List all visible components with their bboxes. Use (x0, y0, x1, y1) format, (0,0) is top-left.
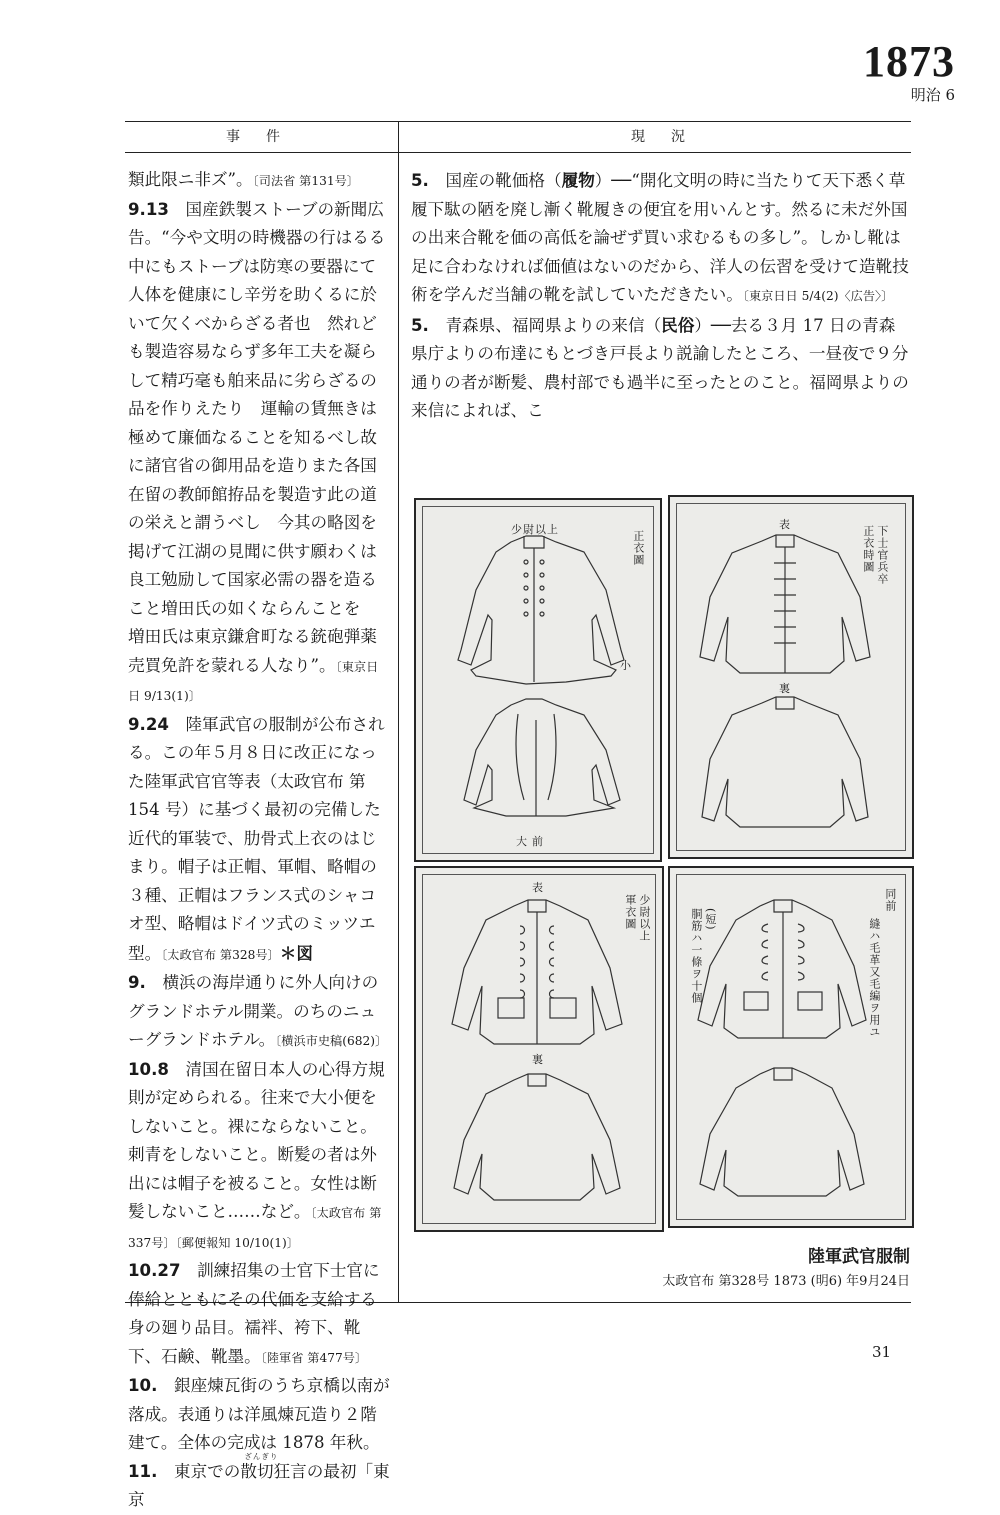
entry-date: 9.13 (128, 199, 169, 219)
figure-caption-title: 陸軍武官服制 (808, 1247, 910, 1267)
source-citation: 〔太政官布 第328号〕 (161, 947, 280, 962)
entry (128, 1372, 390, 1458)
entry (128, 196, 390, 711)
entry-text: 東京での (157, 1461, 241, 1481)
entry-text: 横浜の海岸通りに外人向けのグランドホテル開業。のちのニューグランドホテル。 (128, 973, 379, 1049)
column-header-left: 事件 (226, 129, 306, 145)
uniform-plate-3: 少尉以上 軍衣圖 表 裏 (414, 866, 664, 1232)
page-number: 31 (872, 1343, 892, 1361)
uniform-plate-2: 下士官兵卒 正衣時圖 表 裏 (668, 495, 914, 859)
entry (128, 711, 390, 970)
ruby-reading: ざんぎり (244, 1451, 279, 1461)
officer-dress-jacket-drawing (416, 500, 660, 860)
entry-text: 陸軍武官の服制が公布される。この年５月８日に改正になった陸軍武官官等表（太政官布 第 154 号）に基づく最初の完備した近代的軍装で、肋骨式上衣のはじまり。帽子は正帽、軍帽、略帽の３種、正帽はフランス式のシャコオ型、略帽はドイツ式のミッツエ型。 (128, 714, 385, 963)
right-column (411, 166, 911, 426)
left-column (128, 166, 390, 1515)
entry-date: 5. (411, 315, 429, 335)
era-label: 明治 6 (910, 86, 955, 104)
year: 1873 (863, 37, 955, 86)
source-citation: 〔陸軍省 第477号〕 (260, 1350, 368, 1365)
entry-text: 訓練招集の士官下士官に俸給とともにその代価を支給する身の廻り品目。襦袢、袴下、靴下、石鹸、靴墨。 (128, 1261, 380, 1366)
source-citation: 〔東京日日 9/13(1)〕 (128, 659, 379, 703)
source-citation: 〔東京日日 5/4(2)〈広告〉〕 (742, 289, 894, 303)
source-citation: 〔太政官布 第337号〕〔郵便報知 10/10(1)〕 (128, 1206, 382, 1250)
column-divider (398, 121, 399, 1303)
entry-date: 10. (128, 1376, 158, 1395)
entry-text: 銀座煉瓦街のうち京橋以南が落成。表通りは洋風煉瓦造り２階建て。全体の完成は 1878 年秋。 (128, 1376, 390, 1452)
entry-text: 青森県、福岡県よりの来信（ (428, 315, 662, 335)
uniform-plate-1: 正衣圖 少尉以上 小 大 前 (414, 498, 662, 862)
entry (128, 1451, 390, 1515)
entry (128, 969, 390, 1056)
entry (128, 166, 390, 196)
entry-text: 民俗 (661, 314, 695, 335)
entry-text: ）──去る３月 17 日の青森県庁よりの布達にもとづき戸長より説諭したところ、一昼夜で９分通りの者が断髪、農村部でも過半に至ったとのこと。福岡県よりの来信によれば、こ (411, 315, 909, 420)
entry (411, 311, 911, 426)
entry (128, 1056, 390, 1258)
entry-text: ＊図 (279, 942, 313, 963)
entry-date: 5. (411, 171, 429, 190)
entry-date: 9. (128, 973, 146, 992)
entry-date: 11. (128, 1461, 158, 1481)
entry-text: ）──“開化文明の時に当たりて天下悉く草履下駄の陋を廃し漸く靴履きの便宜を用いんとす。然るに未だ外国の出来合靴を価の高低を論ぜず買い求むるもの多し”。しかし靴は足に合わなければ価値はないのだから、洋人の伝習を受けて造靴技術を学んだ当舗の靴を試していただきたい。 (411, 171, 909, 304)
entry-text: 清国在留日本人の心得方規則が定められる。往来で大小便をしないこと。裸にならないこと。刺青をしないこと。断髪の者は外出には帽子を被ること。女性は断髪しないこと……など。 (128, 1059, 385, 1221)
entry (411, 166, 911, 311)
figure-caption-source: 太政官布 第328号 1873 (明6) 年9月24日 (662, 1274, 910, 1289)
entry-text: 履物 (561, 170, 595, 190)
entry-text: 類此限ニ非ズ”。 (128, 170, 253, 189)
entry-date: 9.24 (128, 714, 169, 734)
uniform-plate-4: 同前 縫ハ毛革又毛編ヲ用ユ 胴筋ハ一條ヲ十個 (短) (668, 866, 914, 1228)
header-bottom-rule (125, 152, 911, 153)
table-top-rule (125, 121, 911, 122)
column-header-right: 現況 (631, 129, 711, 145)
entry-text: 国産鉄製ストーブの新聞広告。“今や文明の時機器の行はるる中にもストーブは防寒の要器にて人体を健康にし辛労を助くるに於いて欠くべからざる者也 然れども製造容易ならず多年工夫を凝らして精巧毫も舶来品に劣らざるの品を作りえたり 運輸の賃無きは極めて廉価なることを知るべし故に諸官省の御用品を造りまた各国在留の教師館拵品を製造す此の道の栄えと謂うべし 今其の略図を掲げて江湖の見聞に供す願わくは良工勉励して国家必需の器を造ること増田氏の如くならんことを 増田氏は東京鎌倉町なる銃砲弾薬売買免許を蒙れる人なり”。 (128, 199, 386, 675)
entry-text: 狂言の最初「東京 (128, 1461, 390, 1509)
entry (128, 1257, 390, 1372)
entry-date: 10.27 (128, 1261, 181, 1280)
entry-date: 10.8 (128, 1059, 169, 1079)
source-citation: 〔横浜市史稿(682)〕 (275, 1034, 388, 1048)
source-citation: 〔司法省 第131号〕 (252, 174, 359, 188)
entry-text: 散切 ざんぎり (240, 1451, 279, 1481)
entry-text: 国産の靴価格（ (428, 171, 562, 190)
